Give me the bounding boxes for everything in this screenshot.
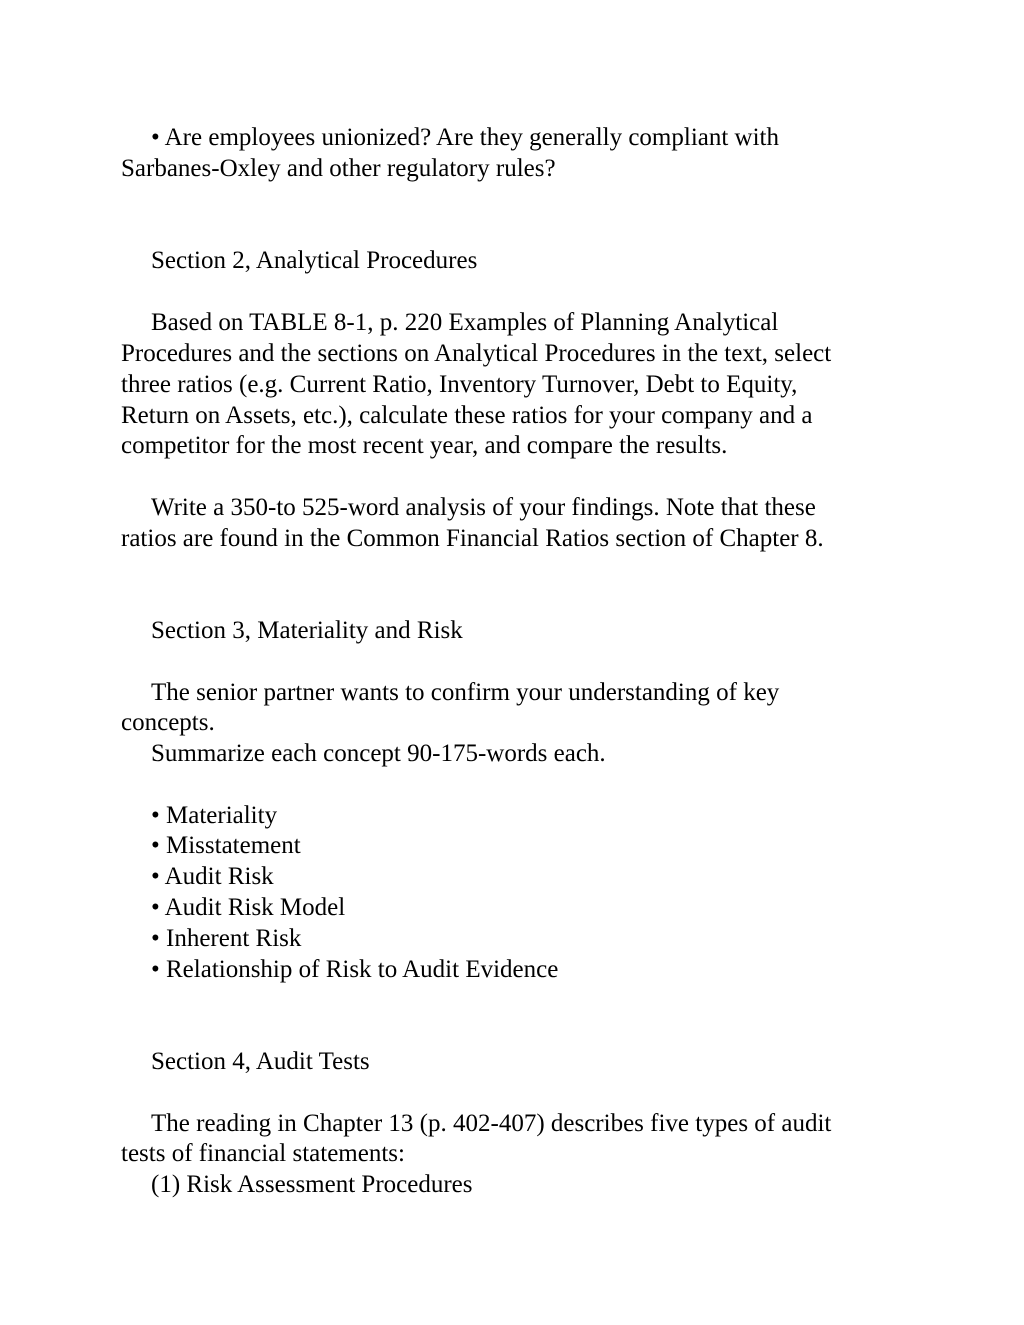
concept-bullet: • Inherent Risk: [151, 925, 302, 952]
intro-bullet-line-1: • Are employees unionized? Are they generally compliant with: [151, 124, 780, 151]
section-4-paragraph-line: The reading in Chapter 13 (p. 402-407) describes five types of audit: [151, 1110, 832, 1137]
section-3-instruction: Summarize each concept 90-175-words each.: [151, 740, 606, 767]
concept-bullet: • Audit Risk Model: [151, 894, 346, 921]
concept-bullet: • Materiality: [151, 802, 278, 829]
section-4-heading: Section 4, Audit Tests: [151, 1048, 370, 1075]
concept-bullet: • Relationship of Risk to Audit Evidence: [151, 956, 559, 983]
section-2-paragraph-2-line: Write a 350-to 525-word analysis of your findings. Note that these: [151, 494, 816, 521]
section-2-paragraph-1-line: Procedures and the sections on Analytical Procedures in the text, select: [121, 340, 832, 367]
section-2-paragraph-1-line: Based on TABLE 8-1, p. 220 Examples of Planning Analytical: [151, 309, 779, 336]
section-2-paragraph-1-line: three ratios (e.g. Current Ratio, Inventory Turnover, Debt to Equity,: [121, 371, 798, 398]
section-2-paragraph-1-line: Return on Assets, etc.), calculate these ratios for your company and a: [121, 402, 813, 429]
section-3-paragraph-line: concepts.: [121, 709, 215, 736]
section-2-heading: Section 2, Analytical Procedures: [151, 247, 478, 274]
intro-bullet-line-2: Sarbanes-Oxley and other regulatory rules?: [121, 155, 556, 182]
section-3-paragraph-line: The senior partner wants to confirm your understanding of key: [151, 679, 780, 706]
section-2-paragraph-1-line: competitor for the most recent year, and compare the results.: [121, 432, 728, 459]
section-2-paragraph-2-line: ratios are found in the Common Financial Ratios section of Chapter 8.: [121, 525, 824, 552]
concept-bullet: • Misstatement: [151, 832, 301, 859]
section-3-heading: Section 3, Materiality and Risk: [151, 617, 463, 644]
section-4-list-item-1: (1) Risk Assessment Procedures: [151, 1171, 473, 1198]
concept-bullet: • Audit Risk: [151, 863, 274, 890]
section-4-paragraph-line: tests of financial statements:: [121, 1140, 405, 1167]
